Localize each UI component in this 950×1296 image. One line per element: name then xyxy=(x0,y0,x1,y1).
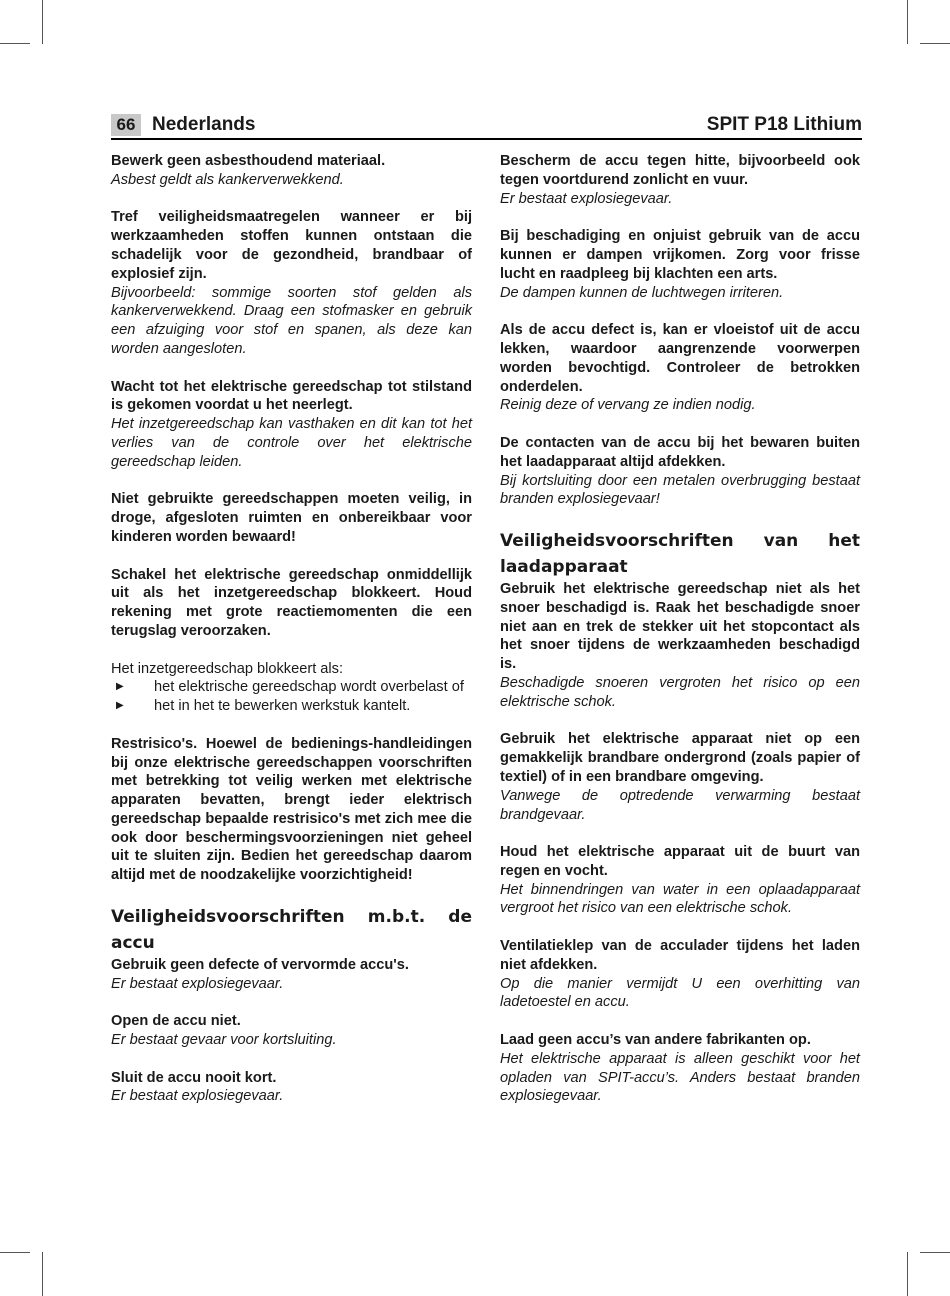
stilstand-block xyxy=(111,378,472,472)
block-note: Bijvoorbeeld: sommige soorten stof gelden als kankerverwekkend. Draag een stofmasker en gebruik een afzuiging voor stof en spanen, als deze kan worden aangesloten. xyxy=(111,284,472,357)
block-note: Er bestaat explosiegevaar. xyxy=(500,190,673,207)
block-title: Gebruik het elektrische gereedschap niet als het snoer beschadigd is. Raak het beschadigde snoer niet aan en trek de stekker uit het stopcontact als het snoer tijdens de werkzaamheden beschadigd is. xyxy=(500,580,860,673)
block-note: Het elektrische apparaat is alleen geschikt voor het opladen van SPIT-accu’s. Anders bestaat branden explosiegevaar. xyxy=(500,1050,860,1105)
block-note: Het binnendringen van water in een oplaadapparaat vergroot het risico van een elektrische schok. xyxy=(500,881,860,917)
product-name: SPIT P18 Lithium xyxy=(706,114,862,135)
right-column xyxy=(500,152,860,1125)
blokkeert-list-block xyxy=(111,660,472,716)
section-heading-accu xyxy=(111,904,472,956)
block-note: Het inzetgereedschap kan vasthaken en dit kan tot het verlies van de controle over het elektrische gereedschap leiden. xyxy=(111,416,472,470)
block-note: Er bestaat explosiegevaar. xyxy=(111,975,284,992)
block-title: Laad geen accu’s van andere fabrikanten op. xyxy=(500,1032,811,1049)
lader-item xyxy=(500,843,860,918)
block-note: Er bestaat gevaar voor kortsluiting. xyxy=(111,1032,337,1049)
list-item xyxy=(111,678,472,697)
crop-mark xyxy=(920,1252,950,1253)
lekken-block xyxy=(500,321,860,415)
bewaren-block xyxy=(111,490,472,546)
lader-item xyxy=(500,937,860,1012)
crop-mark xyxy=(0,1252,30,1253)
section-heading-line: accu xyxy=(111,932,155,953)
block-note: Reinig deze of vervang ze indien nodig. xyxy=(500,397,756,414)
crop-mark xyxy=(920,43,950,44)
lader-item xyxy=(500,580,860,712)
block-title: Bescherm de accu tegen hitte, bijvoorbeeld ook tegen voortdurend zonlicht en vuur. xyxy=(500,153,860,188)
block-title: Tref veiligheidsmaatregelen wanneer er bij werkzaamheden stoffen kunnen ontstaan die schadelijk voor de gezondheid, brandbaar of explosief zijn. xyxy=(111,209,472,282)
page-number: 66 xyxy=(111,114,141,136)
left-column xyxy=(111,152,472,1125)
accu-item xyxy=(111,1069,472,1107)
block-title: Sluit de accu nooit kort. xyxy=(111,1069,277,1086)
restrisico-block xyxy=(111,735,472,885)
block-title: Ventilatieklep van de acculader tijdens het laden niet afdekken. xyxy=(500,938,860,973)
crop-mark xyxy=(42,0,43,44)
blokkeert-block xyxy=(111,566,472,641)
block-title: Bewerk geen asbesthoudend materiaal. xyxy=(111,153,386,169)
list-item-text: het in het te bewerken werkstuk kantelt. xyxy=(154,698,411,715)
accu-item xyxy=(111,1012,472,1050)
block-title: Niet gebruikte gereedschappen moeten veilig, in droge, afgesloten ruimten en onbereikbaar voor kinderen worden bewaard! xyxy=(111,491,472,545)
section-heading-line: Veiligheidsvoorschriften m.b.t. de xyxy=(111,906,472,927)
language-label: Nederlands xyxy=(152,114,256,135)
block-note: De dampen kunnen de luchtwegen irriteren. xyxy=(500,284,784,301)
page-header xyxy=(111,112,862,138)
stoffen-block xyxy=(111,208,472,358)
asbest-block xyxy=(111,152,472,190)
accu-item xyxy=(111,956,472,994)
list-item-text: het elektrische gereedschap wordt overbelast of xyxy=(154,679,464,696)
block-note: Beschadigde snoeren vergroten het risico op een elektrische schok. xyxy=(500,674,860,710)
block-title: Wacht tot het elektrische gereedschap tot stilstand is gekomen voordat u het neerlegt. xyxy=(111,378,472,414)
block-note: Er bestaat explosiegevaar. xyxy=(111,1088,284,1105)
section-heading-line: laadapparaat xyxy=(500,556,628,577)
header-rule xyxy=(111,138,862,140)
bullet-list xyxy=(111,678,472,716)
hitte-block xyxy=(500,152,860,208)
block-note: Asbest geldt als kankerverwekkend. xyxy=(111,171,344,188)
block-note: Vanwege de optredende verwarming bestaat brandgevaar. xyxy=(500,787,860,823)
block-title: Als de accu defect is, kan er vloeistof uit de accu lekken, waardoor aangrenzende voorwerpen worden bevochtigd. Controleer de betrokken onderdelen. xyxy=(500,322,860,395)
block-title: Gebruik het elektrische apparaat niet op een gemakkelijk brandbare ondergrond (zoals papier of textiel) of in een brandbare omgeving. xyxy=(500,731,860,785)
crop-mark xyxy=(42,1252,43,1296)
block-title: Open de accu niet. xyxy=(111,1013,241,1030)
block-title: De contacten van de accu bij het bewaren buiten het laadapparaat altijd afdekken. xyxy=(500,434,860,470)
block-title: Gebruik geen defecte of vervormde accu's. xyxy=(111,956,409,973)
block-title: Houd het elektrische apparaat uit de buurt van regen en vocht. xyxy=(500,844,860,879)
crop-mark xyxy=(907,0,908,44)
block-title: Restrisico's. Hoewel de bedienings-handleidingen bij onze elektrische gereedschappen voorschriften met betrekking tot veilig werken met elektrische apparaten bevatten, brengt ieder elektrisch gereedschap bepaalde restrisico's met zich mee die ook door beschermingsvoorzieningen niet geheel uit te sluiten zijn. Bedien het gereedschap daarom altijd met de noodzakelijke voorzichtigheid! xyxy=(111,735,472,884)
section-heading-laadapparaat xyxy=(500,528,860,580)
crop-mark xyxy=(0,43,30,44)
block-note: Op die manier vermijdt U een overhitting van ladetoestel en accu. xyxy=(500,975,860,1011)
block-title: Schakel het elektrische gereedschap onmiddellijk uit als het inzetgereedschap blokkeert. Houd rekening met grote reactiemomenten die een terugslag veroorzaken. xyxy=(111,566,472,639)
list-item xyxy=(111,697,472,716)
lader-item xyxy=(500,730,860,824)
lader-item xyxy=(500,1031,860,1106)
block-title: Bij beschadiging en onjuist gebruik van de accu kunnen er dampen vrijkomen. Zorg voor frisse lucht en raadpleeg bij klachten een arts. xyxy=(500,228,860,282)
contacten-block xyxy=(500,434,860,509)
block-note: Bij kortsluiting door een metalen overbrugging bestaat branden explosiegevaar! xyxy=(500,472,860,508)
list-intro: Het inzetgereedschap blokkeert als: xyxy=(111,660,344,677)
bullet-arrow-icon: ▶ xyxy=(116,700,124,712)
bullet-arrow-icon: ▶ xyxy=(116,681,124,693)
section-heading-line: Veiligheidsvoorschriften van het xyxy=(500,530,860,551)
crop-mark xyxy=(907,1252,908,1296)
dampen-block xyxy=(500,227,860,302)
